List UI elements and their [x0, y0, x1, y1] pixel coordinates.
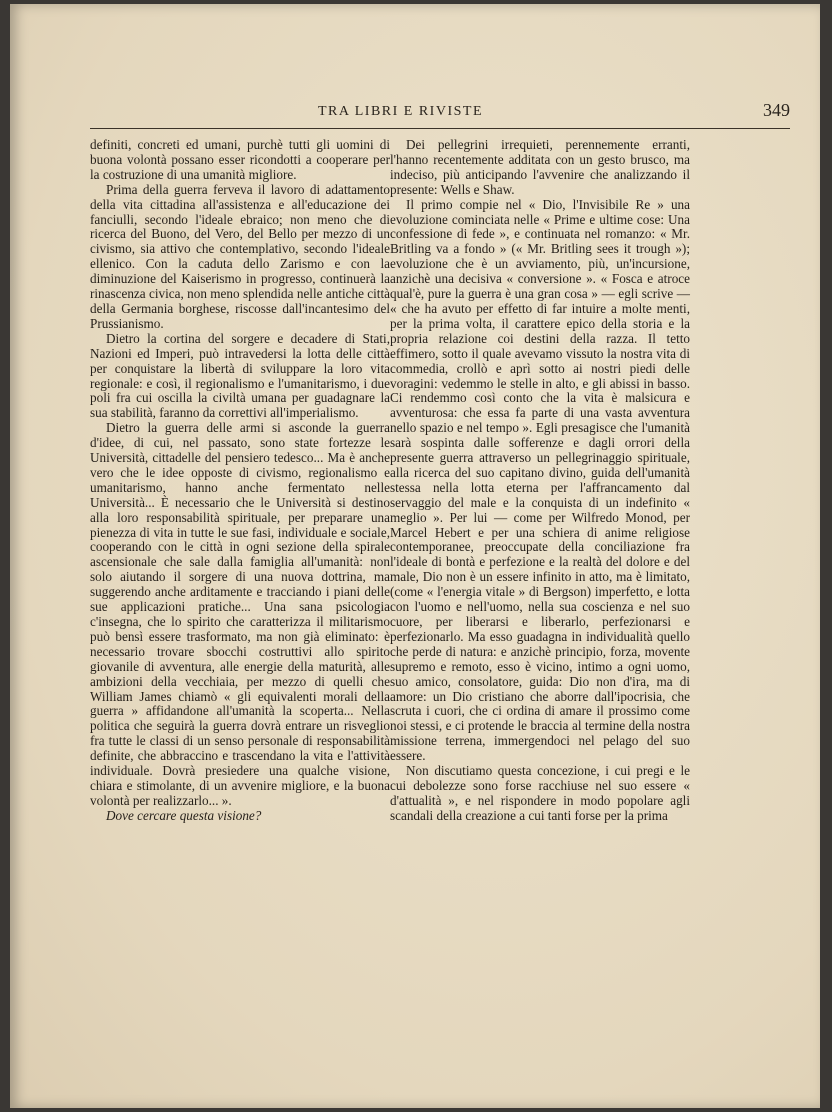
- book-page: [10, 4, 820, 1108]
- paragraph: Dietro la guerra delle armi si asconde la guerra d'idee, di cui, nel passato, sono state fortezze le Università, cittadelle del pensiero tedesco... Ma è anche vero che le idee opposte di civismo, regionalismo e umanitarismo, hanno anche fermentato nelle Università... È necessario che le Università si destino alla loro responsabilità spirituale, per preparare una pienezza di vita in tutte le sue fasi, individuale e sociale, cooperando con le città in ogni sezione della spirale ascensionale che sale dalla famiglia all'umanità: non solo aiutando il sorgere di una nuova dottrina, ma suggerendo anche arditamente e tracciando i piani delle sue applicazioni pratiche... Una sana psicologia c'insegna, che lo spirito che caratterizza il militarismo può bensì essere trasformato, ma non già eliminato: è necessario trovare sbocchi costruttivi allo spirito giovanile di avventura, alle energie della maturità, alle ambizioni della vecchiaia, per mezzo di quelli che William James chiamò « gli equivalenti morali della guerra » affidandone all'umanità la scoperta... Nella politica che seguirà la guerra dovrà entrare un risveglio fra tutte le classi di un senso personale di responsabilità definite, che abbraccino e trascendano la vita e l'attività individuale. Dovrà presiedere una qualche visione, chiara e stimolante, di un avvenire migliore, e la buona volontà per realizzarlo... ».: [90, 420, 390, 808]
- paragraph: Non discutiamo questa concezione, i cui pregi e le cui debolezze sono forse racchiuse nel suo essere « d'attualità », e nel rispondere in modo popolare agli scandali della creazione a cui tanti forse per la prima: [390, 763, 690, 823]
- right-column: [390, 138, 690, 824]
- paragraph: definiti, concreti ed umani, purchè tutti gli uomini di buona volontà possano esser ricondotti a cooperare per la costruzione di una umanità migliore.: [90, 137, 390, 182]
- paragraph: Dei pellegrini irrequieti, perennemente erranti, l'hanno recentemente additata con un gesto brusco, ma indeciso, più anticipando l'avvenire che analizzando il presente: Wells e Shaw.: [390, 137, 690, 197]
- paragraph: Prima della guerra ferveva il lavoro di adattamento della vita cittadina all'assistenza e all'educazione dei fanciulli, secondo l'ideale ebraico; non meno che di ricerca del Buono, del Vero, del Bello per mezzo di un civismo, sia attivo che contemplativo, secondo l'ideale ellenico. Con la caduta dello Zarismo e con la diminuzione del Kaiserismo in progresso, continuerà la rinascenza civica, non meno splendida nelle antiche città della Germania borghese, riscosse dall'incantesimo del Prussianismo.: [90, 181, 390, 331]
- left-column: [90, 138, 390, 824]
- page-header: [90, 102, 790, 129]
- paragraph: Il primo compie nel « Dio, l'Invisibile Re » una evoluzione cominciata nelle « Prime e ultime cose: Una confessione di fede », e continuata nel romanzo: « Mr. Britling va a fondo » (« Mr. Britling sees it trough »); evoluzione che è un avviamento, più, un'incursione, anzichè una decisiva « conversione ». « Fosca e atroce qual'è, pure la guerra è una gran cosa » — egli scrive — « che ha avuto per effetto di far intuire a molte menti, per la prima volta, il carattere epico della storia e la propria relazione coi destini della razza. Il tetto effimero, sotto il quale avevamo vissuto la nostra vita di commedia, crollò e aprì sotto ai nostri piedi delle voragini: vedemmo le stelle in alto, e gli abissi in basso. Ci rendemmo così conto che la vita è malsicura e avventurosa: che essa fa parte di una vasta avventura nello spazio e nel tempo ». Egli presagisce che l'umanità sarà sospinta dalle sofferenze e dagli orrori della presente guerra attraverso un pellegrinaggio spirituale, alla ricerca del suo capitano divino, guida dell'umanità stessa nella lotta eterna per l'affrancamento dal servaggio del male e la conquista di un indefinito « meglio ». Per lui — come per Wilfredo Monod, per Marcel Hebert e per una schiera di anime religiose contemporanee, preoccupate della conciliazione fra l'ideale di bontà e perfezione e la realtà del dolore e del male, Dio non è un essere infinito in atto, ma è limitato, (come « l'energia vitale » di Bergson) imperfetto, e lotta con l'uomo e nell'uomo, nella sua coscienza e nel suo cuore, per liberarsi e liberarlo, perfezionarsi e perfezionarlo. Ma esso guadagna in individualità quello che perde di natura: e anzichè principio, forza, movente supremo e remoto, esso è vicino, intimo a ogni uomo, suo amico, consolatore, guida: Dio non d'ira, ma di amore: un Dio cristiano che aborre dall'ipocrisia, che scruta i cuori, che ci ordina di amare il prossimo come noi stessi, e ci protende le braccia al termine della nostra missione terrena, immergendoci nel pelago del suo essere.: [390, 196, 690, 764]
- running-title: TRA LIBRI E RIVISTE: [318, 104, 483, 119]
- paragraph-question: Dove cercare questa visione?: [106, 807, 262, 823]
- paragraph: Dietro la cortina del sorgere e decadere di Stati, Nazioni ed Imperi, può intravedersi la lotta delle città per conquistare la libertà di sviluppare la loro vita regionale: e così, il regionalismo e l'umanitarismo, i due poli fra cui oscilla la civiltà umana per guadagnare la sua stabilità, faranno da correttivi all'imperialismo.: [90, 330, 390, 421]
- page-number: 349: [763, 100, 790, 120]
